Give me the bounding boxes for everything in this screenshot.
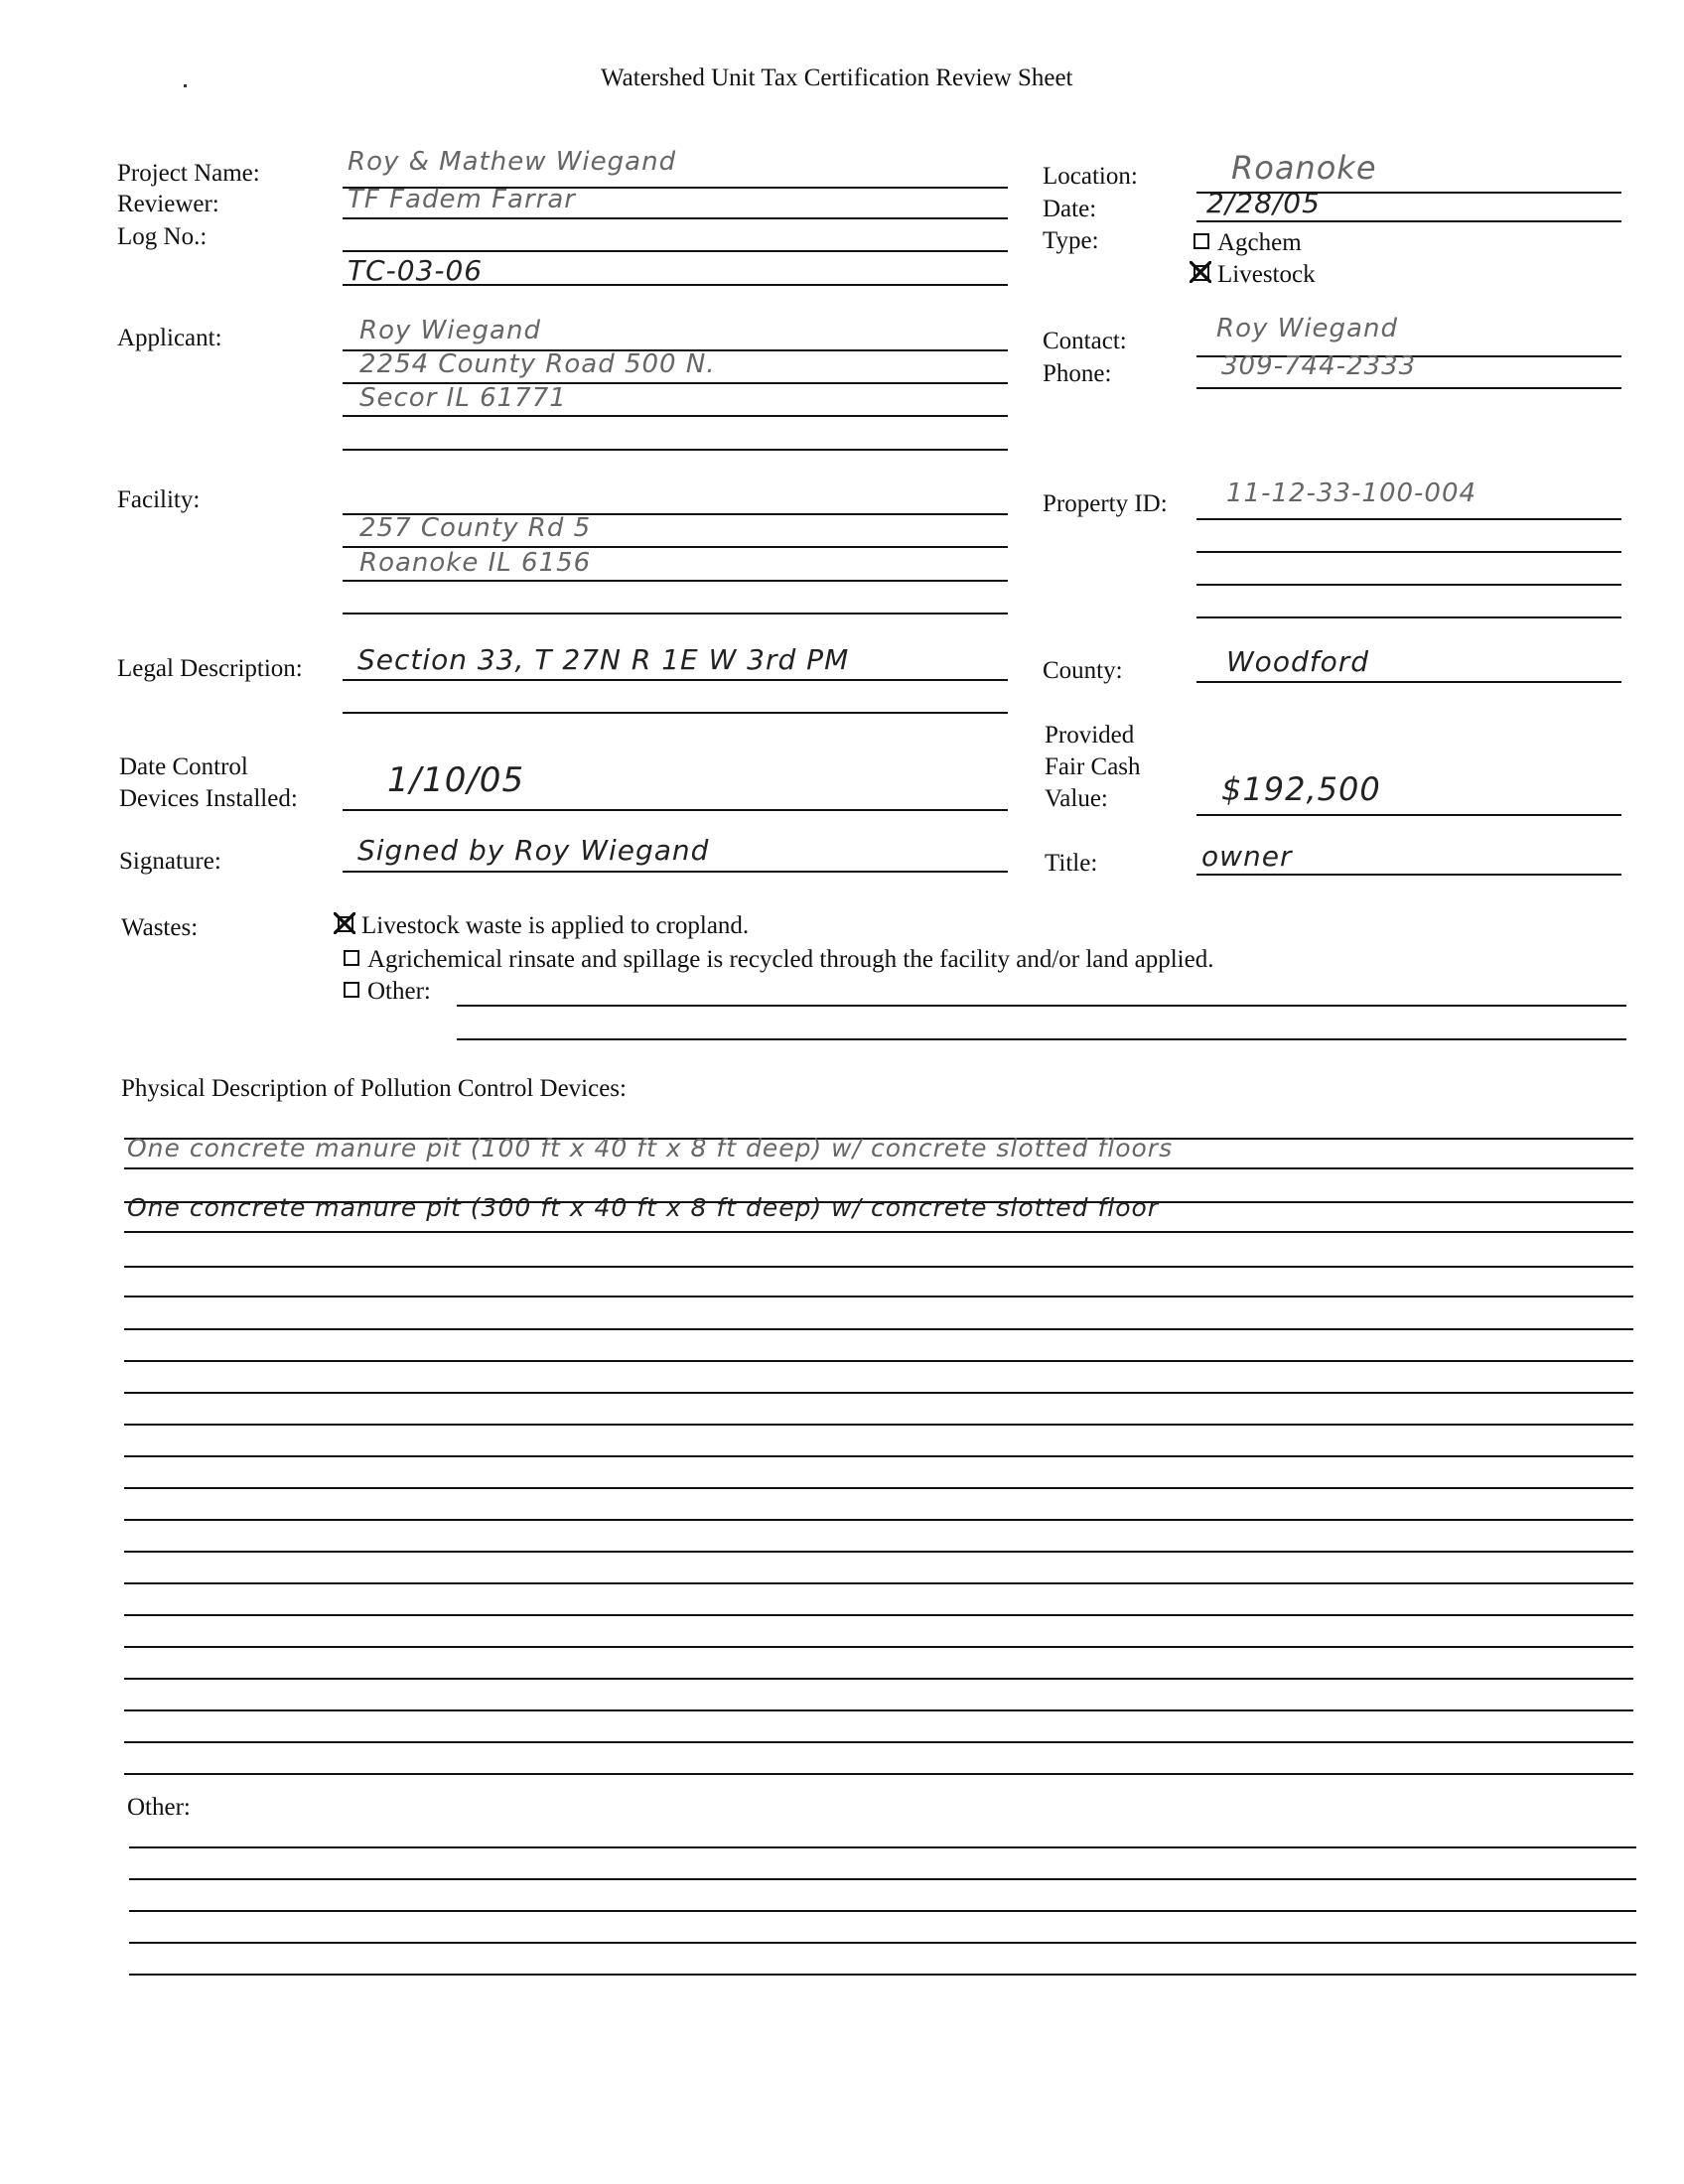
contact-label: Contact: (1043, 328, 1127, 354)
date-control-label: Date Control (119, 753, 248, 780)
livestock-checkbox[interactable] (1193, 265, 1209, 281)
log-no-label: Log No.: (117, 223, 208, 250)
legal-description-line-1 (343, 679, 1008, 681)
legal-description-line-2 (343, 712, 1008, 714)
county-line (1196, 681, 1621, 683)
livestock-label: Livestock (1217, 261, 1316, 288)
physical-description-rule (124, 1424, 1633, 1426)
facility-value-line-2: Roanoke IL 6156 (359, 548, 592, 578)
property-id-line-2 (1196, 551, 1621, 553)
other-section-rule (129, 1878, 1636, 1880)
facility-line-3 (343, 580, 1008, 582)
location-label: Location: (1043, 163, 1138, 190)
phone-line (1196, 387, 1621, 389)
other-section-rule (129, 1910, 1636, 1912)
facility-label: Facility: (117, 486, 201, 513)
applicant-line-3 (343, 415, 1008, 417)
signature-value: Signed by Roy Wiegand (357, 834, 710, 867)
contact-value: Roy Wiegand (1216, 314, 1398, 343)
property-id-line-3 (1196, 584, 1621, 586)
physical-description-rule (124, 1455, 1633, 1457)
title-label: Title: (1045, 850, 1098, 877)
fair-cash-value: $192,500 (1221, 770, 1381, 808)
location-value: Roanoke (1231, 149, 1377, 187)
physical-description-rule (124, 1646, 1633, 1648)
physical-description-line-1: One concrete manure pit (100 ft x 40 ft x 8 ft deep) w/ concrete slotted floors (127, 1134, 1174, 1162)
physical-description-rule (124, 1392, 1633, 1394)
type-livestock-option[interactable] (1193, 260, 1316, 290)
waste-option-other[interactable] (344, 977, 431, 1007)
log-no-value: TC-03-06 (348, 254, 484, 287)
date-value: 2/28/05 (1206, 187, 1321, 219)
fair-cash-label: Fair Cash (1045, 753, 1141, 780)
fair-cash-line (1196, 814, 1621, 816)
type-label: Type: (1043, 227, 1099, 254)
facility-value-line-1: 257 County Rd 5 (359, 513, 592, 543)
applicant-label: Applicant: (117, 325, 222, 351)
signature-line (343, 871, 1008, 873)
date-installed-value: 1/10/05 (387, 760, 525, 800)
physical-description-rule (124, 1678, 1633, 1680)
page-title: Watershed Unit Tax Certification Review Sheet (601, 65, 1073, 91)
physical-description-rule (124, 1487, 1633, 1489)
legal-description-value: Section 33, T 27N R 1E W 3rd PM (357, 643, 850, 676)
physical-description-rule (124, 1360, 1633, 1362)
facility-line-4 (343, 613, 1008, 614)
project-name-label: Project Name: (117, 160, 260, 187)
provided-label: Provided (1045, 722, 1135, 749)
county-label: County: (1043, 657, 1123, 684)
waste-agrichemical-label: Agrichemical rinsate and spillage is recycled through the facility and/or land applied. (367, 946, 1214, 973)
physical-description-rule (124, 1328, 1633, 1330)
property-id-label: Property ID: (1043, 490, 1168, 517)
title-line (1196, 874, 1621, 876)
physical-description-rule (124, 1296, 1633, 1297)
date-label: Date: (1043, 196, 1097, 222)
reviewer-value: TF Fadem Farrar (348, 185, 576, 214)
waste-other-line-2 (457, 1038, 1626, 1040)
type-agchem-option[interactable] (1193, 228, 1302, 258)
physical-description-rule (124, 1231, 1633, 1233)
waste-option-livestock[interactable] (338, 911, 749, 941)
title-value: owner (1201, 840, 1293, 873)
waste-livestock-checkbox[interactable] (338, 916, 353, 932)
other-section-rule (129, 1846, 1636, 1848)
property-id-line-1 (1196, 518, 1621, 520)
signature-label: Signature: (119, 848, 221, 875)
reviewer-line (343, 217, 1008, 219)
legal-description-label: Legal Description: (117, 655, 303, 682)
property-id-line-4 (1196, 616, 1621, 618)
physical-description-rule (124, 1773, 1633, 1775)
applicant-address-line-2: Secor IL 61771 (359, 383, 567, 413)
physical-description-rule (124, 1709, 1633, 1711)
date-line (1196, 220, 1621, 222)
other-section-rule (129, 1974, 1636, 1976)
value-label: Value: (1045, 785, 1108, 812)
agchem-label: Agchem (1217, 229, 1302, 256)
phone-label: Phone: (1043, 360, 1112, 387)
physical-description-rule (124, 1614, 1633, 1616)
waste-other-checkbox[interactable] (344, 982, 359, 998)
property-id-value: 11-12-33-100-004 (1226, 478, 1477, 508)
reviewer-label: Reviewer: (117, 191, 219, 217)
applicant-address-line-1: 2254 County Road 500 N. (359, 349, 716, 379)
agchem-checkbox[interactable] (1193, 233, 1209, 249)
applicant-line-4 (343, 449, 1008, 451)
other-section-label: Other: (127, 1794, 191, 1821)
physical-description-rule (124, 1741, 1633, 1743)
waste-livestock-label: Livestock waste is applied to cropland. (361, 912, 750, 939)
physical-description-rule (124, 1266, 1633, 1268)
physical-description-rule (124, 1551, 1633, 1553)
speck-dot (184, 84, 187, 87)
log-no-line-1 (343, 250, 1008, 252)
physical-description-line-2: One concrete manure pit (300 ft x 40 ft x 8 ft deep) w/ concrete slotted floor (127, 1193, 1160, 1222)
waste-other-label: Other: (367, 978, 431, 1005)
county-value: Woodford (1226, 645, 1369, 678)
devices-installed-label: Devices Installed: (119, 785, 298, 812)
wastes-label: Wastes: (121, 914, 199, 941)
waste-other-line-1 (457, 1005, 1626, 1007)
other-section-rule (129, 1942, 1636, 1944)
physical-description-rule (124, 1167, 1633, 1169)
project-name-value: Roy & Mathew Wiegand (348, 147, 677, 177)
applicant-name-value: Roy Wiegand (359, 316, 541, 345)
waste-option-agrichemical[interactable] (344, 945, 1213, 975)
physical-description-rule (124, 1582, 1633, 1584)
waste-agrichemical-checkbox[interactable] (344, 950, 359, 966)
physical-description-rule (124, 1519, 1633, 1521)
date-installed-line (343, 809, 1008, 811)
phone-value: 309-744-2333 (1221, 351, 1417, 381)
physical-description-label: Physical Description of Pollution Control Devices: (121, 1075, 627, 1102)
